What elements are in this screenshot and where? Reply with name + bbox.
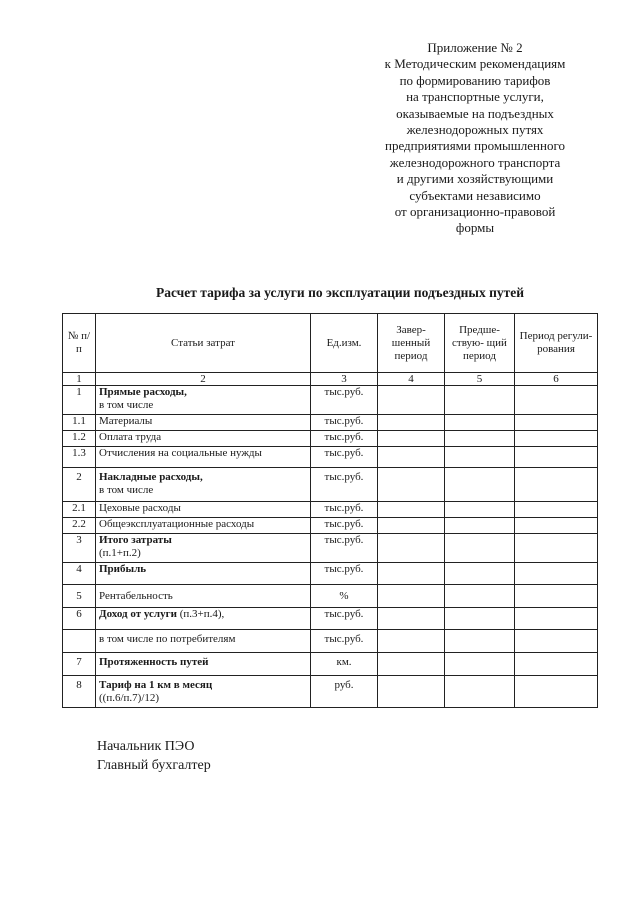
row-number: 1.2	[63, 431, 96, 447]
row-number: 1.1	[63, 415, 96, 431]
row-name: Общеэксплуатационные расходы	[96, 518, 311, 534]
value-cell	[515, 585, 598, 608]
row-unit: тыс.руб.	[311, 386, 378, 415]
row-number: 3	[63, 534, 96, 563]
row-name-sub: в том числе	[99, 484, 154, 496]
row-name: Рентабельность	[96, 585, 311, 608]
row-name	[96, 468, 311, 502]
header-items: Статьи затрат	[96, 314, 311, 373]
row-name-main: Итого затраты	[99, 534, 172, 546]
row-name: Оплата труда	[96, 431, 311, 447]
row-name-main: Тариф на 1 км в месяц	[99, 679, 213, 691]
appendix-line: по формированию тарифов	[399, 72, 551, 88]
table-row	[63, 676, 598, 708]
value-cell	[445, 676, 515, 708]
value-cell	[515, 431, 598, 447]
column-number: 1	[63, 373, 96, 386]
appendix-line: субъектами независимо	[409, 187, 541, 203]
value-cell	[378, 630, 445, 653]
row-name	[96, 534, 311, 563]
appendix-line: и другими хозяйствующими	[396, 171, 554, 187]
value-cell	[445, 608, 515, 630]
table-row	[63, 563, 598, 585]
value-cell	[445, 534, 515, 563]
header-completed-period: Завер- шенный период	[378, 314, 445, 373]
row-name: в том числе по потребителям	[96, 630, 311, 653]
value-cell	[378, 534, 445, 563]
appendix-line: предприятиями промышленного	[385, 138, 565, 154]
header-num: № п/п	[63, 314, 96, 373]
value-cell	[445, 386, 515, 415]
row-name-sub: (п.1+п.2)	[99, 547, 141, 559]
row-name-main: Прямые расходы,	[99, 386, 187, 398]
value-cell	[445, 653, 515, 676]
row-unit: тыс.руб.	[311, 447, 378, 468]
table-row	[63, 534, 598, 563]
value-cell	[515, 676, 598, 708]
row-name	[96, 386, 311, 415]
row-name: Материалы	[96, 415, 311, 431]
table-row	[63, 415, 598, 431]
row-unit: тыс.руб.	[311, 502, 378, 518]
value-cell	[378, 431, 445, 447]
row-name	[96, 676, 311, 708]
row-unit: тыс.руб.	[311, 608, 378, 630]
value-cell	[378, 386, 445, 415]
table-row	[63, 585, 598, 608]
row-name-sub: ((п.6/п.7)/12)	[99, 692, 160, 704]
value-cell	[515, 502, 598, 518]
value-cell	[445, 415, 515, 431]
signature-chief-accountant: Главный бухгалтер	[97, 758, 211, 773]
value-cell	[378, 518, 445, 534]
value-cell	[445, 502, 515, 518]
value-cell	[445, 431, 515, 447]
row-number: 2	[63, 468, 96, 502]
row-unit: тыс.руб.	[311, 630, 378, 653]
value-cell	[378, 585, 445, 608]
row-number: 5	[63, 585, 96, 608]
row-number: 1.3	[63, 447, 96, 468]
row-number: 6	[63, 608, 96, 630]
row-number	[63, 630, 96, 653]
row-name	[96, 563, 311, 585]
row-number: 2.1	[63, 502, 96, 518]
column-number: 2	[96, 373, 311, 386]
appendix-header	[350, 40, 600, 237]
value-cell	[378, 676, 445, 708]
value-cell	[515, 415, 598, 431]
appendix-line: железнодорожного транспорта	[389, 154, 561, 170]
value-cell	[445, 447, 515, 468]
value-cell	[378, 653, 445, 676]
value-cell	[445, 585, 515, 608]
value-cell	[378, 502, 445, 518]
column-number: 5	[445, 373, 515, 386]
row-number: 8	[63, 676, 96, 708]
table-header-row	[63, 314, 598, 373]
table-row	[63, 468, 598, 502]
column-number-row	[63, 373, 598, 386]
row-name	[96, 608, 311, 630]
value-cell	[378, 608, 445, 630]
value-cell	[515, 468, 598, 502]
row-unit: %	[311, 585, 378, 608]
row-number: 2.2	[63, 518, 96, 534]
value-cell	[378, 415, 445, 431]
value-cell	[378, 468, 445, 502]
column-number: 3	[311, 373, 378, 386]
value-cell	[445, 630, 515, 653]
value-cell	[515, 386, 598, 415]
header-unit: Ед.изм.	[311, 314, 378, 373]
value-cell	[445, 468, 515, 502]
row-name: Отчисления на социальные нужды	[96, 447, 311, 468]
row-name-suffix: (п.3+п.4),	[176, 608, 225, 620]
signatures-block	[97, 737, 211, 775]
value-cell	[515, 608, 598, 630]
row-unit: тыс.руб.	[311, 534, 378, 563]
row-unit: тыс.руб.	[311, 518, 378, 534]
value-cell	[378, 447, 445, 468]
column-number: 6	[515, 373, 598, 386]
row-name-sub: в том числе	[99, 399, 154, 411]
row-unit: тыс.руб.	[311, 431, 378, 447]
header-previous-period: Предше- ствую- щий период	[445, 314, 515, 373]
appendix-line: формы	[455, 220, 495, 236]
row-unit: тыс.руб.	[311, 563, 378, 585]
value-cell	[515, 447, 598, 468]
row-name: Цеховые расходы	[96, 502, 311, 518]
row-number: 4	[63, 563, 96, 585]
table-row	[63, 386, 598, 415]
table-row	[63, 447, 598, 468]
row-unit: тыс.руб.	[311, 468, 378, 502]
value-cell	[445, 518, 515, 534]
tariff-calculation-table	[62, 313, 598, 708]
table-row	[63, 653, 598, 676]
row-unit: км.	[311, 653, 378, 676]
appendix-line: от организационно-правовой	[394, 204, 556, 220]
header-regulation-period: Период регули- рования	[515, 314, 598, 373]
table-row	[63, 518, 598, 534]
table-row	[63, 502, 598, 518]
row-name-main: Накладные расходы,	[99, 471, 203, 483]
table-row	[63, 630, 598, 653]
value-cell	[515, 630, 598, 653]
value-cell	[515, 653, 598, 676]
appendix-line: на транспортные услуги,	[406, 89, 544, 105]
row-name-main: Прибыль	[99, 563, 147, 575]
row-name-main: Доход от услуги	[99, 608, 177, 620]
value-cell	[515, 563, 598, 585]
value-cell	[445, 563, 515, 585]
row-name-main: Протяженность путей	[99, 656, 209, 668]
appendix-line: железнодорожных путях	[406, 122, 544, 138]
value-cell	[378, 563, 445, 585]
row-number: 1	[63, 386, 96, 415]
table-row	[63, 431, 598, 447]
column-number: 4	[378, 373, 445, 386]
table-row	[63, 608, 598, 630]
appendix-line: Приложение № 2	[427, 40, 523, 55]
document-title: Расчет тарифа за услуги по эксплуатации подъездных путей	[155, 285, 525, 300]
row-unit: руб.	[311, 676, 378, 708]
row-name	[96, 653, 311, 676]
signature-head-of-economic-dept: Начальник ПЭО	[97, 739, 195, 754]
row-unit: тыс.руб.	[311, 415, 378, 431]
appendix-line: оказываемые на подъездных	[396, 105, 554, 121]
value-cell	[515, 518, 598, 534]
row-number: 7	[63, 653, 96, 676]
value-cell	[515, 534, 598, 563]
appendix-line: к Методическим рекомендациям	[384, 56, 566, 72]
